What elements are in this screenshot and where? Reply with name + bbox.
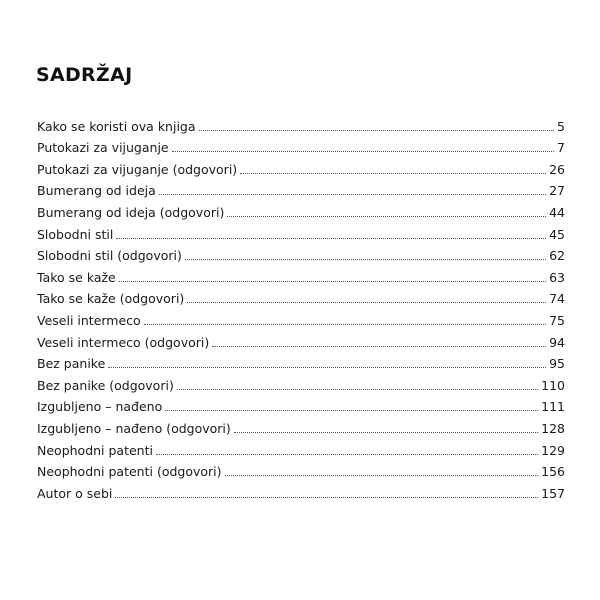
toc-entry-label: Tako se kaže (odgovori) (37, 291, 185, 307)
dot-leader (199, 130, 555, 131)
toc-entry-page-number: 44 (549, 204, 565, 220)
toc-entry-label: Autor o sebi (37, 485, 113, 501)
toc-entry[interactable] (37, 371, 565, 393)
dot-leader (116, 238, 546, 239)
dot-leader (185, 259, 546, 260)
toc-entry-page-number: 157 (541, 485, 565, 501)
dot-leader (227, 216, 546, 217)
dot-leader (165, 410, 538, 411)
toc-entry-page-number: 7 (557, 140, 565, 156)
dot-leader (119, 281, 546, 282)
toc-entry[interactable] (37, 306, 565, 328)
toc-entry-label: Kako se koristi ova knjiga (37, 118, 196, 134)
toc-entry[interactable] (37, 177, 565, 199)
toc-entry-page-number: 75 (549, 312, 565, 328)
toc-entry-label: Putokazi za vijuganje (37, 140, 169, 156)
toc-entry-page-number: 111 (541, 399, 565, 415)
table-of-contents (37, 112, 565, 501)
toc-entry-label: Bumerang od ideja (odgovori) (37, 204, 225, 220)
toc-entry[interactable] (37, 328, 565, 350)
toc-entry-label: Izgubljeno – nađeno (37, 399, 163, 415)
toc-entry-label: Putokazi za vijuganje (odgovori) (37, 161, 238, 177)
toc-entry[interactable] (37, 242, 565, 264)
dot-leader (187, 302, 546, 303)
toc-entry[interactable] (37, 198, 565, 220)
toc-entry-page-number: 129 (541, 442, 565, 458)
toc-entry-label: Neophodni patenti (odgovori) (37, 464, 222, 480)
toc-entry-label: Neophodni patenti (37, 442, 153, 458)
toc-entry-label: Izgubljeno – nađeno (odgovori) (37, 420, 231, 436)
toc-entry-page-number: 156 (541, 464, 565, 480)
page-title: SADRŽAJ (36, 64, 133, 86)
toc-entry[interactable] (37, 134, 565, 156)
toc-entry-page-number: 5 (557, 118, 565, 134)
toc-entry-page-number: 110 (541, 377, 565, 393)
toc-entry-page-number: 26 (549, 161, 565, 177)
toc-entry-label: Tako se kaže (37, 269, 116, 285)
toc-entry[interactable] (37, 112, 565, 134)
dot-leader (108, 367, 546, 368)
toc-entry-label: Bumerang od ideja (37, 183, 156, 199)
dot-leader (212, 346, 546, 347)
toc-entry-label: Veseli intermeco (37, 312, 141, 328)
toc-entry-page-number: 128 (541, 420, 565, 436)
dot-leader (159, 194, 546, 195)
toc-entry[interactable] (37, 263, 565, 285)
toc-entry[interactable] (37, 479, 565, 501)
dot-leader (115, 497, 538, 498)
toc-entry-label: Bez panike (37, 356, 106, 372)
toc-entry-label: Slobodni stil (odgovori) (37, 248, 182, 264)
toc-entry[interactable] (37, 220, 565, 242)
toc-entry-page-number: 27 (549, 183, 565, 199)
dot-leader (156, 454, 538, 455)
toc-entry[interactable] (37, 458, 565, 480)
toc-entry-page-number: 94 (549, 334, 565, 350)
toc-entry[interactable] (37, 414, 565, 436)
toc-entry-page-number: 45 (549, 226, 565, 242)
toc-entry-page-number: 95 (549, 356, 565, 372)
dot-leader (144, 324, 546, 325)
dot-leader (234, 432, 538, 433)
toc-entry[interactable] (37, 436, 565, 458)
toc-entry[interactable] (37, 393, 565, 415)
toc-entry[interactable] (37, 350, 565, 372)
dot-leader (240, 173, 546, 174)
toc-entry-label: Veseli intermeco (odgovori) (37, 334, 210, 350)
toc-entry-page-number: 63 (549, 269, 565, 285)
toc-entry-label: Bez panike (odgovori) (37, 377, 174, 393)
toc-entry-page-number: 74 (549, 291, 565, 307)
dot-leader (225, 475, 539, 476)
toc-entry-label: Slobodni stil (37, 226, 114, 242)
toc-entry[interactable] (37, 155, 565, 177)
toc-entry[interactable] (37, 285, 565, 307)
dot-leader (172, 151, 554, 152)
dot-leader (177, 389, 538, 390)
toc-entry-page-number: 62 (549, 248, 565, 264)
